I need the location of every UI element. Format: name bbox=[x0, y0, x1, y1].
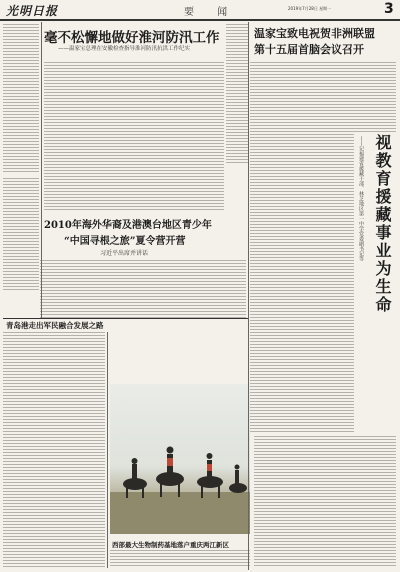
qingdao-article-body bbox=[3, 332, 105, 568]
congrats-headline-line2: 第十五届首脑会议召开 bbox=[254, 43, 364, 56]
column-divider-1 bbox=[41, 22, 42, 318]
left-column-text bbox=[3, 24, 39, 174]
qingdao-headline: 青岛港走出军民融合发展之路 bbox=[6, 321, 104, 330]
photo-caption-text bbox=[110, 550, 250, 568]
right-bottom-article-body bbox=[254, 436, 396, 568]
page-number: 3 bbox=[384, 1, 394, 17]
horse-riders-illustration bbox=[110, 384, 250, 534]
newspaper-logo: 光明日报 bbox=[6, 4, 59, 18]
section-divider bbox=[3, 318, 248, 319]
congrats-article-header bbox=[250, 24, 396, 64]
camp-headline-line2: “中国寻根之旅”夏令营开营 bbox=[64, 236, 186, 247]
column-divider-2 bbox=[248, 22, 249, 570]
camp-article-header bbox=[40, 212, 250, 260]
photo-caption: 西部最大生物制药基地落户重庆两江新区 bbox=[112, 541, 229, 549]
vertical-article-body bbox=[250, 134, 354, 434]
vertical-subheadline: ——记福建省援藏干部、林芝地区第一中学党委副书记等 bbox=[358, 136, 364, 261]
vertical-headline: 视教育援藏事业为生命 bbox=[373, 134, 392, 314]
flood-headline: 毫不松懈地做好淮河防汛工作 bbox=[44, 30, 220, 46]
dateline: 2019年7月28日 星期一 bbox=[288, 6, 332, 11]
congrats-headline-line1: 温家宝致电祝贺非洲联盟 bbox=[254, 27, 375, 40]
column-divider-3 bbox=[107, 332, 108, 568]
camp-byline: 习近平出席并讲话 bbox=[100, 250, 149, 257]
congrats-article-body bbox=[250, 62, 396, 132]
flood-subheadline: ——温家宝总理在安徽检查指导淮河防汛抗洪工作纪实 bbox=[58, 46, 191, 52]
camp-headline-line1: 2010年海外华裔及港澳台地区青少年 bbox=[44, 220, 212, 231]
left-column-text-2 bbox=[3, 178, 39, 290]
horse-race-photo bbox=[110, 384, 250, 534]
flood-article-header bbox=[44, 24, 224, 62]
section-label: 要 闻 bbox=[184, 7, 238, 18]
camp-article-body bbox=[40, 260, 246, 318]
masthead-rule bbox=[0, 19, 400, 21]
mid-column-text bbox=[226, 24, 248, 164]
flood-article-body bbox=[44, 62, 224, 210]
